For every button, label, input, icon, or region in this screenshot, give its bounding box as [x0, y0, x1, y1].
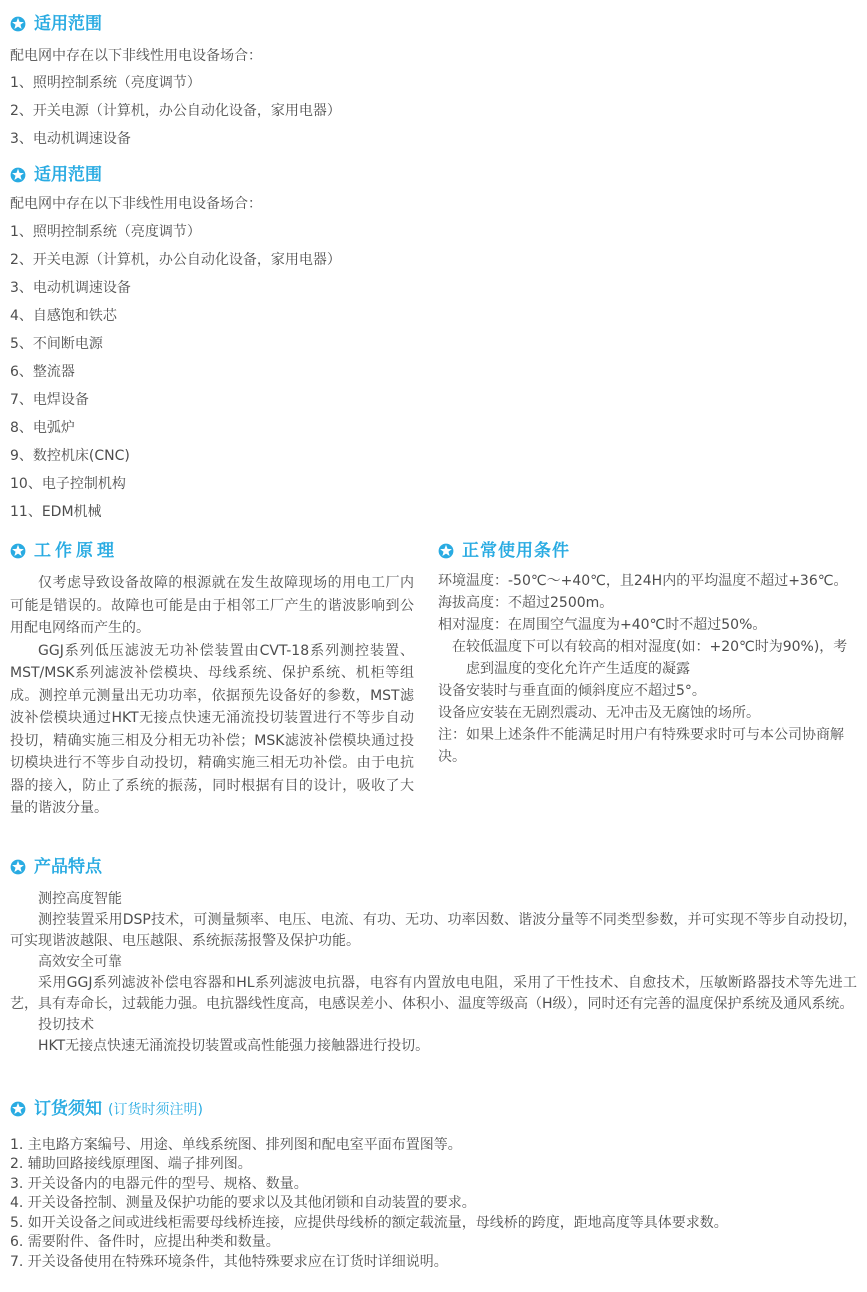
feature-paragraph: 测控装置采用DSP技术，可测量频率、电压、电流、有功、无功、功率因数、谐波分量等不同类型参数，并可实现不等步自动投切，可实现谐波越限、电压越限、系统振荡报警及保护功能。: [10, 911, 857, 949]
list-item: 9、数控机床(CNC): [10, 448, 130, 464]
section-working-principle: [10, 541, 414, 820]
ordering-item: 1. 主电路方案编号、用途、单线系统图、排列图和配电室平面布置图等。: [10, 1136, 462, 1153]
condition-line-relative-humidity: 相对湿度：在周围空气温度为+40℃时不超过50%。: [438, 617, 767, 633]
condition-line-ambient-temperature: 环境温度：-50℃～+40℃，且24H内的平均温度不超过+36℃。: [438, 573, 848, 589]
list-item: 7、电焊设备: [10, 392, 89, 408]
circled-star-icon: [10, 167, 26, 183]
feature-paragraph: HKT无接点快速无涌流投切装置或高性能强力接触器进行投切。: [38, 1037, 430, 1054]
condition-line-humidity-note: 在较低温度下可以有较高的相对湿度(如：+20℃时为90%)，考虑到温度的变化允许产生适度的凝露: [452, 639, 848, 677]
section-scope-2: [10, 165, 857, 522]
section-header: [10, 541, 414, 561]
section-header: [10, 165, 857, 185]
circled-star-icon: [10, 1101, 26, 1117]
circled-star-icon: [10, 859, 26, 875]
section-header: [10, 14, 857, 34]
section-title: 产品特点: [34, 856, 102, 877]
section-subtitle: (订货时须注明): [108, 1101, 203, 1118]
list-item: 8、电弧炉: [10, 420, 75, 436]
section-title: [34, 1099, 203, 1120]
list-item: 2、开关电源（计算机，办公自动化设备，家用电器）: [10, 103, 341, 119]
ordering-item: 7. 开关设备使用在特殊环境条件，其他特殊要求应在订货时详细说明。: [10, 1253, 448, 1270]
ordering-item: 2. 辅助回路接线原理图、端子排列图。: [10, 1156, 252, 1172]
condition-line-altitude: 海拔高度：不超过2500m。: [438, 595, 614, 611]
list-item: 10、电子控制机构: [10, 476, 126, 492]
paragraph: GGJ系列低压滤波无功补偿装置由CVT-18系列测控装置、MST/MSK系列滤波补偿模块、母线系统、保护系统、机柜等组成。测控单元测量出无功功率，依据预先设备好的参数，MST滤波补偿模块通过HKT无接点快速无涌流投切装置进行不等步自动投切，精确实施三相及分相无功补偿；MSK滤波补偿模块通过投切模块进行不等步自动投切，精确实施三相无功补偿。由于电抗器的接入，防止了系统的振荡，同时根据有目的设计，吸收了大量的谐波分量。: [10, 642, 414, 816]
section-product-features: [10, 857, 857, 1057]
section-header: [10, 857, 857, 877]
ordering-item: 4. 开关设备控制、测量及保护功能的要求以及其他闭锁和自动装置的要求。: [10, 1195, 476, 1211]
two-column-row: [10, 541, 857, 820]
list-item: 1、照明控制系统（亮度调节）: [10, 75, 201, 91]
circled-star-icon: [438, 543, 454, 559]
feature-subhead: 高效安全可靠: [38, 953, 122, 970]
ordering-item: 3. 开关设备内的电器元件的型号、规格、数量。: [10, 1175, 308, 1192]
list-item: 4、自感饱和铁芯: [10, 308, 117, 324]
condition-line-note: 注：如果上述条件不能满足时用户有特殊要求时可与本公司协商解决。: [438, 727, 844, 765]
condition-line-installation-site: 设备应安装在无剧烈震动、无冲击及无腐蚀的场所。: [438, 705, 760, 721]
list-item: 11、EDM机械: [10, 504, 102, 520]
list-item: 1、照明控制系统（亮度调节）: [10, 224, 201, 240]
list-item: 3、电动机调速设备: [10, 131, 131, 147]
section-title-text: 订货须知: [34, 1098, 102, 1119]
section-title: 正常使用条件: [462, 541, 570, 561]
feature-subhead: 测控高度智能: [38, 890, 122, 907]
section-scope-1: [10, 14, 857, 150]
section-intro: 配电网中存在以下非线性用电设备场合：: [10, 48, 262, 64]
section-intro: 配电网中存在以下非线性用电设备场合：: [10, 196, 262, 212]
section-header: [438, 541, 857, 561]
section-title: 工作原理: [34, 541, 118, 561]
list-item: 2、开关电源（计算机，办公自动化设备，家用电器）: [10, 252, 341, 268]
section-header: [10, 1099, 857, 1120]
paragraph: 仅考虑导致设备故障的根源就在发生故障现场的用电工厂内可能是错误的。故障也可能是由于相邻工厂产生的谐波影响到公用配电网络而产生的。: [10, 575, 414, 636]
list-item: 5、不间断电源: [10, 336, 103, 352]
section-normal-use-conditions: [438, 541, 857, 768]
condition-line-tilt: 设备安装时与垂直面的倾斜度应不超过5°。: [438, 683, 706, 699]
section-title: 适用范围: [34, 14, 102, 34]
list-item: 3、电动机调速设备: [10, 280, 131, 296]
section-title: 适用范围: [34, 165, 102, 185]
feature-paragraph: 采用GGJ系列滤波补偿电容器和HL系列滤波电抗器，电容有内置放电电阻，采用了干性技术、自愈技术，压敏断路器技术等先进工艺，具有寿命长，过载能力强。电抗器线性度高，电感误差小、体积小、温度等级高（H级），同时还有完善的温度保护系统及通风系统。: [10, 974, 857, 1012]
feature-subhead: 投切技术: [38, 1016, 94, 1033]
circled-star-icon: [10, 16, 26, 32]
ordering-item: 6. 需要附件、备件时，应提出种类和数量。: [10, 1234, 280, 1250]
circled-star-icon: [10, 543, 26, 559]
ordering-item: 5. 如开关设备之间或进线柜需要母线桥连接，应提供母线桥的额定载流量，母线桥的跨度，距地高度等具体要求数。: [10, 1214, 728, 1231]
list-item: 6、整流器: [10, 364, 75, 380]
section-ordering-notes: [10, 1099, 857, 1273]
